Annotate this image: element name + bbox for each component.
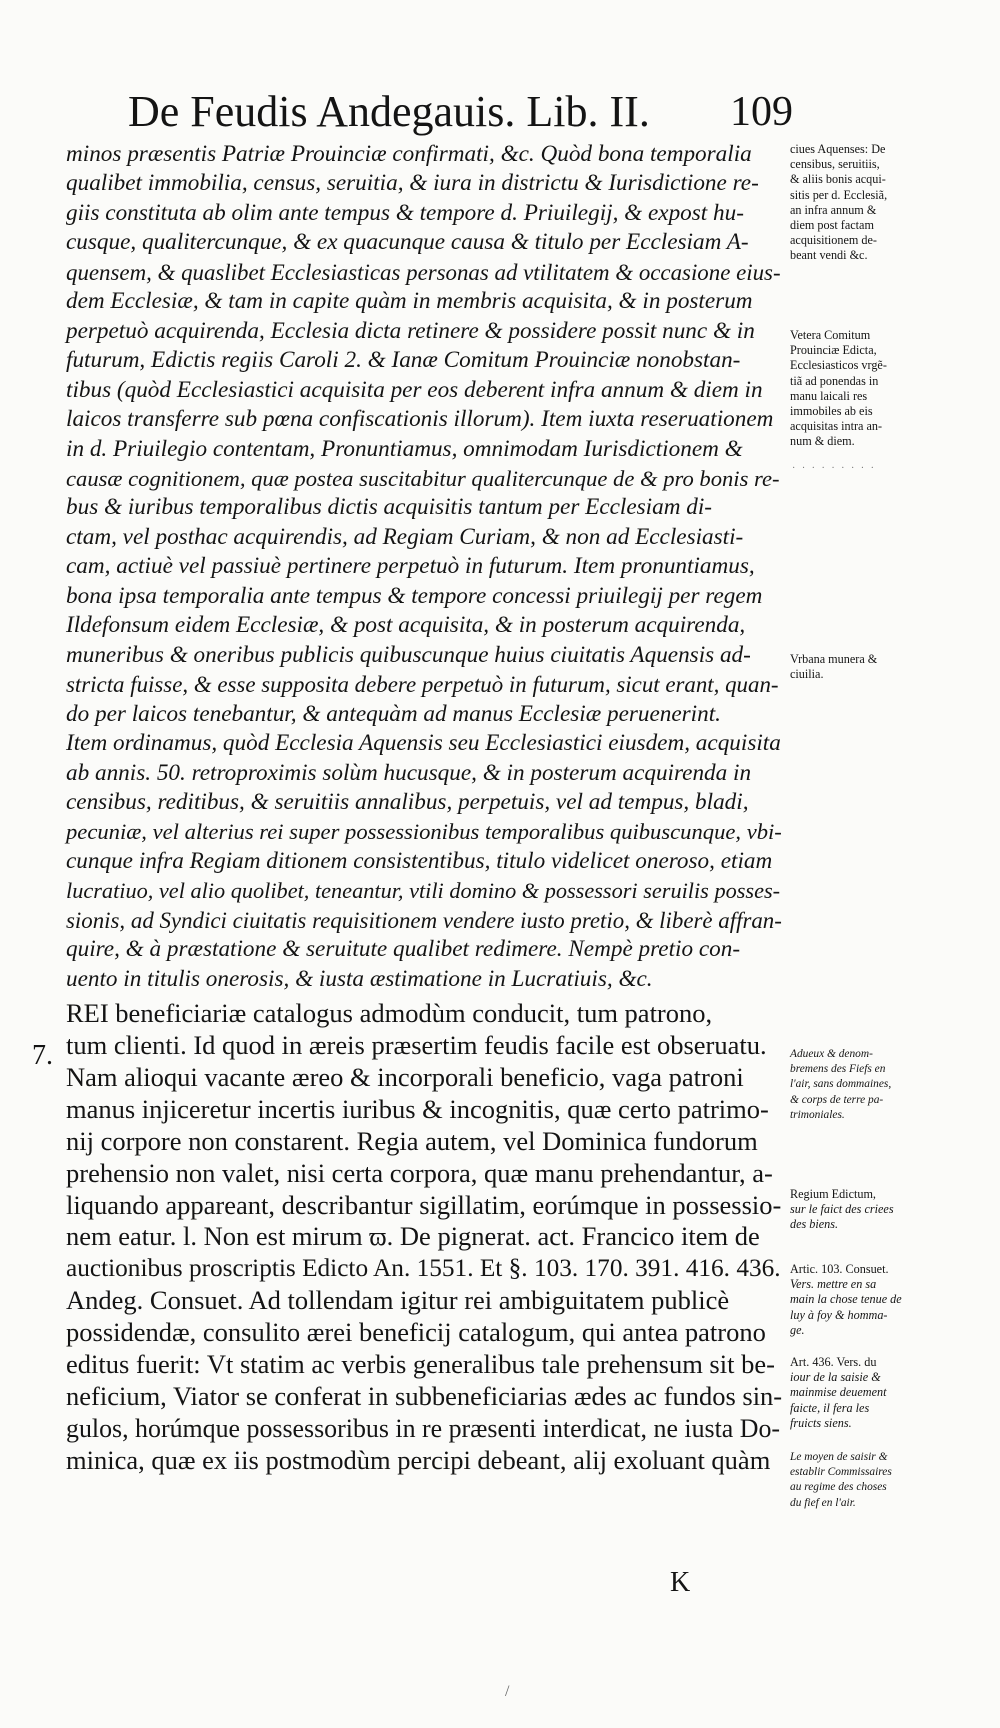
text-line: censibus, reditibus, & seruitiis annalibus, perpetuis, vel ad tempus, bladi, bbox=[66, 788, 749, 815]
margin-note-line: du fief en l'air. bbox=[790, 1496, 856, 1509]
running-title: De Feudis Andegauis. Lib. II. bbox=[128, 87, 650, 136]
margin-note-line: Vetera Comitum bbox=[790, 328, 871, 342]
text-line: quire, & à præstatione & seruitute qualibet redimere. Nempè pretio con- bbox=[66, 936, 741, 963]
margin-note-line: immobiles ab eis bbox=[790, 404, 873, 419]
margin-note-line: censibus, seruitiis, bbox=[790, 157, 880, 172]
text-line: gulos, horúmque possessoribus in re præsenti interdicat, ne iusta Do- bbox=[66, 1413, 781, 1443]
margin-note-line: Art. 436. Vers. du bbox=[790, 1355, 877, 1369]
text-line: in d. Priuilegio contentam, Pronuntiamus, omnimodam Iurisdictionem & bbox=[66, 435, 743, 462]
text-line: Andeg. Consuet. Ad tollendam igitur rei ambiguitatem publicè bbox=[66, 1285, 730, 1316]
text-line: Nam alioqui vacante æreo & incorporali beneficio, vaga patroni bbox=[66, 1061, 744, 1092]
margin-note-line: mainmise deuement bbox=[790, 1385, 887, 1400]
text-line: minos præsentis Patriæ Prouinciæ confirmati, &c. Quòd bona temporalia bbox=[66, 141, 752, 167]
text-line: pecuniæ, vel alterius rei super possessionibus temporalibus quibuscunque, vbi- bbox=[66, 819, 782, 845]
margin-note-line: main la chose tenue de bbox=[790, 1292, 902, 1307]
text-line: bona ipsa temporalia ante tempus & tempore concessi priuilegij per regem bbox=[66, 582, 763, 609]
text-line: nem eatur. l. Non est mirum ϖ. De pignerat. act. Francico item de bbox=[66, 1221, 760, 1252]
margin-note-line: faicte, il fera les bbox=[790, 1400, 870, 1415]
text-line: possidendæ, consulito ærei beneficij catalogum, qui antea patrono bbox=[66, 1317, 766, 1348]
text-line: manus injiceretur incertis iuribus & incognitis, quæ certo patrimo- bbox=[66, 1093, 769, 1124]
margin-note-line: Vrbana munera & bbox=[790, 652, 878, 666]
text-line: bus & iuribus temporalibus dictis acquisitis tantum per Ecclesiam di- bbox=[66, 494, 713, 521]
page-number: 109 bbox=[730, 89, 793, 135]
margin-note-line: manu laicali res bbox=[790, 388, 868, 403]
margin-note bbox=[790, 328, 995, 450]
margin-note-line: sitis per d. Ecclesiã, bbox=[790, 187, 888, 202]
margin-note-line: acquisitas intra an- bbox=[790, 419, 883, 434]
margin-note-line: l'air, sans dommaines, bbox=[790, 1078, 892, 1091]
text-line: tum clienti. Id quod in æreis præsertim feudis facile est obseruatu. bbox=[66, 1030, 767, 1061]
margin-note-line: fruicts siens. bbox=[790, 1415, 852, 1430]
margin-note-line: & aliis bonis acqui- bbox=[790, 172, 886, 187]
ink-smudge: · · · · · · · · · bbox=[792, 463, 876, 474]
margin-note-line: Ecclesiasticos vrgẽ- bbox=[790, 358, 887, 373]
text-line: tibus (quòd Ecclesiastici acquisita per eos deberent infra annum & diem in bbox=[66, 376, 763, 403]
text-line: qualibet immobilia, census, seruitia, & iura in districtu & Iurisdictione re- bbox=[66, 170, 759, 197]
margin-note bbox=[790, 1262, 995, 1338]
text-line: uento in titulis onerosis, & iusta æstimatione in Lucratiuis, &c. bbox=[66, 965, 653, 992]
text-line: stricta fuisse, & esse supposita debere perpetuò in futurum, sicut erant, quan- bbox=[66, 672, 779, 698]
margin-note-line: ge. bbox=[790, 1322, 805, 1337]
main-text-block bbox=[66, 140, 784, 1477]
margin-note-line: bremens des Fiefs en bbox=[790, 1063, 886, 1076]
text-line: Item ordinamus, quòd Ecclesia Aquensis seu Ecclesiastici eiusdem, acquisita bbox=[66, 730, 781, 757]
section-paragraph bbox=[66, 998, 784, 1477]
margin-note bbox=[790, 652, 995, 682]
text-line: laicos transferre sub pœna confiscationis illorum). Item iuxta reseruationem bbox=[66, 406, 774, 433]
text-line: quensem, & quaslibet Ecclesiasticas personas ad vtilitatem & occasione eius- bbox=[66, 259, 781, 285]
text-line: liquando appareant, describantur sigillatim, eorúmque in possessio- bbox=[66, 1189, 782, 1220]
running-header bbox=[128, 82, 793, 142]
margin-note bbox=[790, 1187, 995, 1233]
margin-note-line: au regime des choses bbox=[790, 1481, 887, 1494]
text-line: sionis, ad Syndici ciuitatis requisitionem vendere iusto pretio, & liberè affran- bbox=[66, 907, 782, 933]
text-line: cam, actiuè vel passiuè pertinere perpetuò in futurum. Item pronuntiamus, bbox=[66, 553, 755, 580]
section-number: 7. bbox=[32, 1040, 53, 1071]
margin-note-line: an infra annum & bbox=[790, 202, 877, 217]
text-line: Ildefonsum eidem Ecclesiæ, & post acquisita, & in posterum acquirenda, bbox=[66, 612, 746, 639]
margin-note-line: beant vendi &c. bbox=[790, 248, 868, 263]
text-line: REI beneficiariæ catalogus admodùm conducit, tum patrono, bbox=[66, 998, 713, 1029]
margin-note-line: ciues Aquenses: De bbox=[790, 142, 886, 156]
margin-note-line: Le moyen de saisir & bbox=[790, 1451, 888, 1463]
margin-note-line: luy à foy & homma- bbox=[790, 1307, 888, 1322]
signature-mark: K bbox=[670, 1567, 691, 1598]
margin-note bbox=[790, 142, 995, 264]
text-line: cunque infra Regiam ditionem consistentibus, titulo videlicet oneroso, etiam bbox=[66, 847, 773, 874]
text-line: futurum, Edictis regiis Caroli 2. & Ianæ Comitum Prouinciæ nonobstan- bbox=[66, 347, 741, 374]
margin-note-line: diem post factam bbox=[790, 218, 874, 233]
margin-note-line: Adueux & denom- bbox=[790, 1048, 873, 1060]
italic-quotation bbox=[66, 140, 784, 994]
margin-note-line: Vers. mettre en sa bbox=[790, 1277, 877, 1292]
margin-note bbox=[790, 1047, 995, 1123]
text-line: ctam, vel posthac acquirendis, ad Regiam Curiam, & non ad Ecclesiasti- bbox=[66, 523, 744, 550]
margin-note-line: Prouinciæ Edicta, bbox=[790, 343, 877, 358]
text-line: do per laicos tenebantur, & antequàm ad manus Ecclesiæ peruenerint. bbox=[66, 700, 721, 727]
margin-note-line: tiã ad ponendas in bbox=[790, 373, 879, 388]
text-line: nij corpore non constarent. Regia autem, vel Dominica fundorum bbox=[66, 1125, 758, 1156]
margin-note-line: num & diem. bbox=[790, 434, 855, 449]
margin-note-line: des biens. bbox=[790, 1217, 839, 1232]
margin-note-line: & corps de terre pa- bbox=[790, 1093, 884, 1106]
text-line: muneribus & oneribus publicis quibuscunque huius ciuitatis Aquensis ad- bbox=[66, 641, 751, 668]
margin-note-line: ciuilia. bbox=[790, 667, 824, 682]
margin-note-line: establir Commissaires bbox=[790, 1466, 892, 1479]
text-line: minica, quæ ex iis postmodùm percipi debeant, alij exoluant quàm bbox=[66, 1444, 771, 1475]
text-line: lucratiuo, vel alio quolibet, teneantur, vtili domino & possessori seruilis posses- bbox=[66, 878, 781, 904]
margin-note-line: trimoniales. bbox=[790, 1108, 845, 1121]
text-line: ab annis. 50. retroproximis solùm hucusque, & in posterum acquirenda in bbox=[66, 759, 752, 786]
text-line: auctionibus proscriptis Edicto An. 1551. Et §. 103. 170. 391. 416. 436. bbox=[66, 1254, 781, 1283]
margin-note-line: iour de la saisie & bbox=[790, 1370, 881, 1385]
text-line: causæ cognitionem, quæ postea suscitabitur qualitercunque de & pro bonis re- bbox=[66, 465, 780, 491]
text-line: giis constituta ab olim ante tempus & tempore d. Priuilegij, & expost hu- bbox=[66, 199, 744, 226]
text-line: cusque, qualitercunque, & ex quacunque causa & titulo per Ecclesiam A- bbox=[66, 229, 749, 256]
margin-note-line: acquisitionem de- bbox=[790, 233, 877, 248]
text-line: prehensio non valet, nisi certa corpora, quæ manu prehendantur, a- bbox=[66, 1157, 773, 1188]
text-line: editus fuerit: Vt statim ac verbis generalibus tale prehensum sit be- bbox=[66, 1349, 775, 1380]
margin-note bbox=[790, 1355, 995, 1431]
text-line: perpetuò acquirenda, Ecclesia dicta retinere & possidere possit nunc & in bbox=[66, 317, 755, 344]
margin-note-line: sur le faict des criees bbox=[790, 1202, 894, 1217]
text-line: dem Ecclesiæ, & tam in capite quàm in membris acquisita, & in posterum bbox=[66, 288, 753, 315]
stray-mark: / bbox=[505, 1683, 510, 1700]
margin-note-line: Regium Edictum, bbox=[790, 1187, 876, 1201]
margin-note bbox=[790, 1450, 995, 1511]
margin-note-line: Artic. 103. Consuet. bbox=[790, 1262, 889, 1276]
text-line: neficium, Viator se conferat in subbeneficiarias ædes ac fundos sin- bbox=[66, 1381, 783, 1412]
